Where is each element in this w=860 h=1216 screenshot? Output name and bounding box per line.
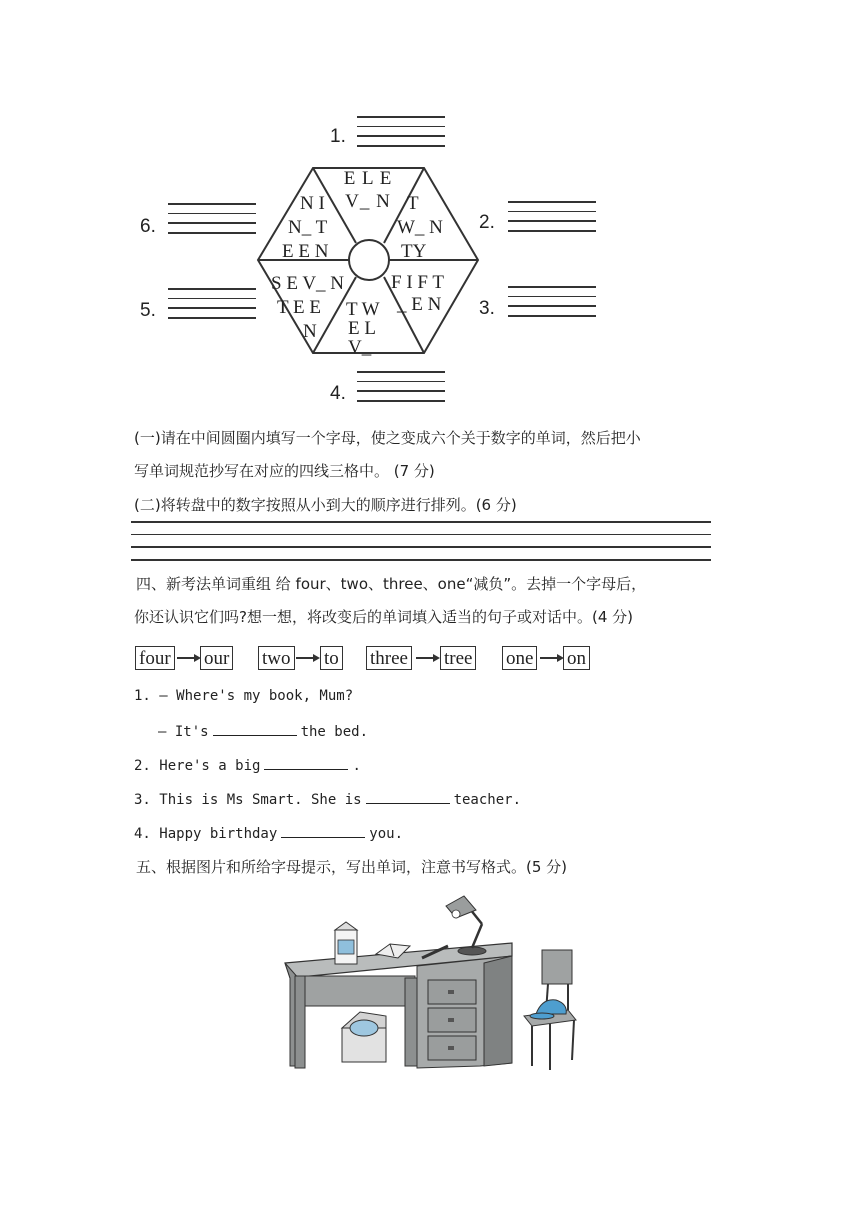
writing-lines-3[interactable] [508,286,596,325]
segment-nineteen: N I N_ T E E N [282,193,329,262]
part2-instruction: (二)将转盘中的数字按照从小到大的顺序进行排列。(6 分) [134,496,517,514]
segment-fifteen: F I F T _ E N [391,272,444,315]
answer-blank-3[interactable] [366,789,450,804]
label-6: 6. [140,216,156,237]
word-box-tree: tree [440,646,476,670]
segment-twenty: T W_ N TY [397,193,443,262]
desk-scene-image [280,888,580,1078]
word-box-on: on [563,646,590,670]
label-2: 2. [479,212,495,233]
ordering-answer-lines[interactable] [131,521,711,569]
word-box-our: our [200,646,233,670]
writing-lines-4[interactable] [357,371,445,410]
arrow-icon [540,646,564,670]
question-1a: 1. — Where's my book, Mum? [134,688,354,704]
word-box-to: to [320,646,343,670]
desk-illustration [280,888,580,1078]
arrow-icon [177,646,201,670]
section4-heading-line1: 四、新考法单词重组 给 four、two、three、one“减负”。去掉一个字母后， [136,575,647,593]
segment-eleven: E L E V_ N [343,168,393,212]
writing-lines-2[interactable] [508,201,596,240]
answer-blank-2[interactable] [264,755,348,770]
hexagon-figure [130,110,600,415]
word-box-two: two [258,646,295,670]
word-box-four: four [135,646,175,670]
word-box-three: three [366,646,412,670]
number-hexagon-puzzle [130,110,600,415]
section5-heading: 五、根据图片和所给字母提示，写出单词，注意书写格式。(5 分) [136,858,568,876]
segment-seventeen: S E V_ N T E E N [271,273,345,342]
writing-lines-6[interactable] [168,203,256,242]
label-5: 5. [140,300,156,321]
question-2: 2. Here's a big . [134,755,361,774]
label-4: 4. [330,383,346,404]
label-1: 1. [330,126,346,147]
answer-blank-4[interactable] [281,823,365,838]
question-4: 4. Happy birthday you. [134,823,403,842]
writing-lines-1[interactable] [357,116,445,155]
word-box-one: one [502,646,537,670]
label-3: 3. [479,298,495,319]
question-3: 3. This is Ms Smart. She is teacher. [134,789,521,808]
answer-blank-1[interactable] [213,721,297,736]
writing-lines-5[interactable] [168,288,256,327]
question-1b: — It's the bed. [158,721,368,740]
arrow-icon [296,646,320,670]
section4-heading-line2: 你还认识它们吗?想一想，将改变后的单词填入适当的句子或对话中。(4 分) [134,608,633,626]
part1-instruction-line1: (一)请在中间圆圈内填写一个字母，使之变成六个关于数字的单词，然后把小 [134,429,641,447]
part1-instruction-line2: 写单词规范抄写在对应的四线三格中。 (7 分) [134,462,435,480]
segment-twelve: T W E L V_ [346,299,380,358]
arrow-icon [416,646,440,670]
